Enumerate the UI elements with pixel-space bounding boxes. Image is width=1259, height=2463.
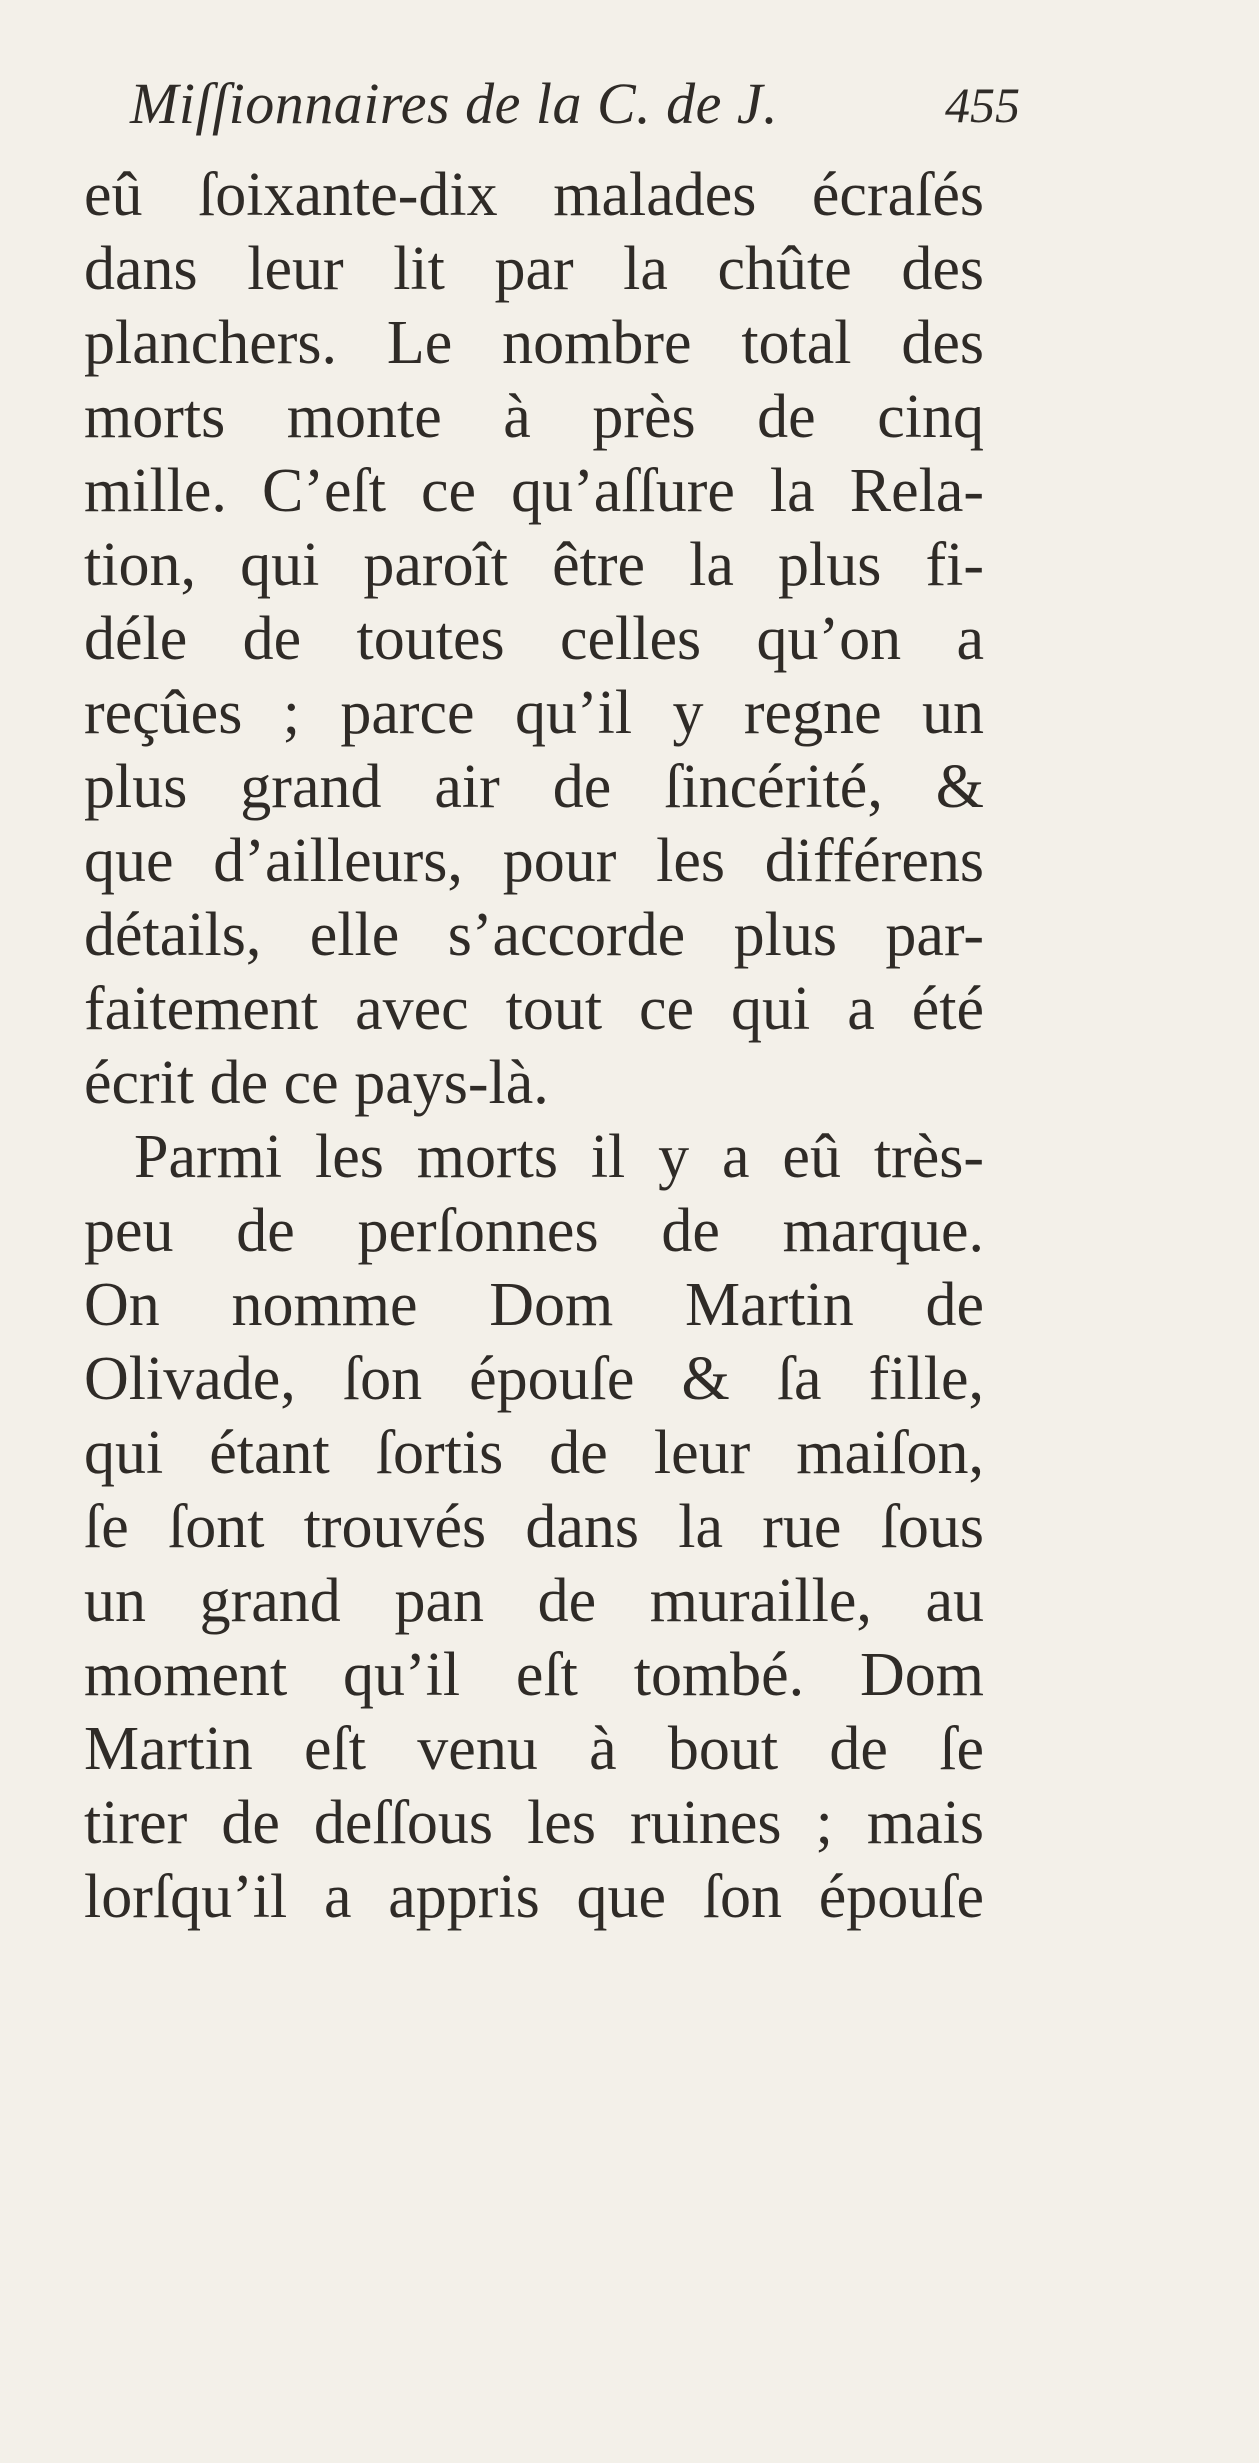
text-line: déle de toutes celles qu’on a <box>84 605 984 673</box>
text-line: reçûes ; parce qu’il y regne un <box>84 679 984 747</box>
text-line: Olivade, ſon épouſe & ſa fille, <box>84 1345 984 1413</box>
page-number: 455 <box>945 77 1020 133</box>
text-line: eû ſoixante-dix malades écraſés <box>84 161 984 229</box>
paragraph-2 <box>84 1120 984 1934</box>
text-line: lorſqu’il a appris que ſon épouſe <box>84 1863 984 1931</box>
paragraph-1 <box>84 158 984 1120</box>
text-line: faitement avec tout ce qui a été <box>84 975 984 1043</box>
text-line: qui étant ſortis de leur maiſon, <box>84 1419 984 1487</box>
text-line: planchers. Le nombre total des <box>84 309 984 377</box>
text-line: Parmi les morts il y a eû très- <box>134 1123 984 1191</box>
text-line: moment qu’il eſt tombé. Dom <box>84 1641 984 1709</box>
text-line: écrit de ce pays-là. <box>84 1049 549 1117</box>
text-line: tion, qui paroît être la plus fi- <box>84 531 984 599</box>
text-line: peu de perſonnes de marque. <box>84 1197 984 1265</box>
text-line: que d’ailleurs, pour les différens <box>84 827 984 895</box>
text-line: tirer de deſſous les ruines ; mais <box>84 1789 984 1857</box>
page-header <box>100 70 1020 140</box>
text-line: On nomme Dom Martin de <box>84 1271 984 1339</box>
text-line: morts monte à près de cinq <box>84 383 984 451</box>
text-line: un grand pan de muraille, au <box>84 1567 984 1635</box>
text-line: plus grand air de ſincérité, & <box>84 753 984 821</box>
text-line: mille. C’eſt ce qu’aſſure la Rela- <box>84 457 984 525</box>
text-line: ſe ſont trouvés dans la rue ſous <box>84 1493 984 1561</box>
body-text <box>84 158 984 1934</box>
text-line: détails, elle s’accorde plus par- <box>84 901 984 969</box>
running-title: Miſſionnaires de la C. de J. <box>130 71 779 136</box>
text-line: Martin eſt venu à bout de ſe <box>84 1715 984 1783</box>
text-line: dans leur lit par la chûte des <box>84 235 984 303</box>
